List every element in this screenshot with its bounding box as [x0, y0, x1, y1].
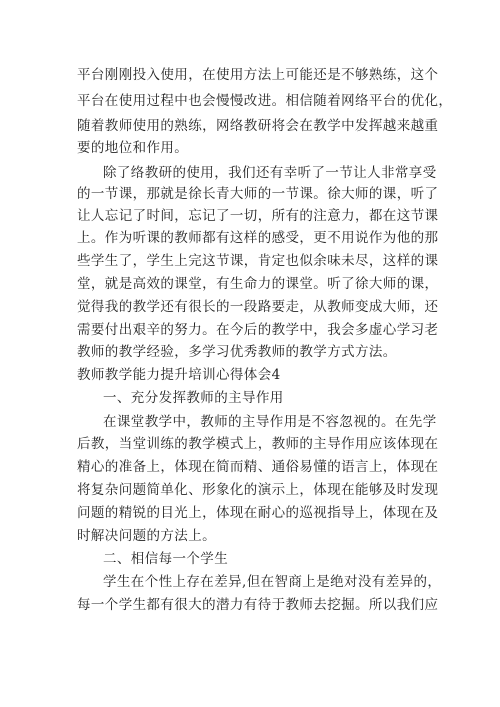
text-line: 觉得我的教学还有很长的一段路要走，从教师变成大师，还 — [77, 299, 439, 315]
text-line: 后教，当堂训练的教学模式上，教师的主导作用应该体现在 — [77, 436, 439, 452]
text-line: 时解决问题的方法上。 — [77, 528, 216, 544]
text-line: 每一个学生都有很大的潜力有待于教师去挖掘。所以我们应 — [77, 597, 439, 613]
paragraph-first-line: 学生在个性上存在差异,但在智商上是绝对没有差异的， — [103, 574, 442, 590]
text-line: 上。作为听课的教师都有这样的感受，更不用说作为他的那 — [77, 230, 439, 246]
text-line: 教师的教学经验，多学习优秀教师的教学方式方法。 — [77, 344, 397, 360]
paragraph-first-line: 在课堂教学中，教师的主导作用是不容忽视的。在先学 — [103, 414, 437, 430]
text-line: 要的地位和作用。 — [77, 140, 189, 156]
text-line: 随着教师使用的熟练，网络教研将会在教学中发挥越来越重 — [77, 118, 439, 134]
paragraph-first-line: 除了络教研的使用，我们还有幸听了一节让人非常享受 — [103, 165, 437, 181]
text-line: 的一节课，那就是徐长青大师的一节课。徐大师的课，听了 — [77, 186, 439, 202]
text-line: 将复杂问题简单化、形象化的演示上，体现在能够及时发现 — [77, 482, 439, 498]
text-line: 问题的精锐的目光上，体现在耐心的巡视指导上，体现在及 — [77, 505, 439, 521]
text-line: 些学生了，学生上完这节课，肯定也似余味未尽，这样的课 — [77, 253, 439, 269]
text-line: 精心的准备上，体现在简而精、通俗易懂的语言上，体现在 — [77, 459, 439, 475]
subsection-heading: 二、相信每一个学生 — [103, 551, 229, 567]
text-line: 让人忘记了时间，忘记了一切，所有的注意力，都在这节课 — [77, 208, 439, 224]
text-line: 需要付出艰辛的努力。在今后的教学中，我会多虚心学习老 — [77, 322, 439, 338]
text-line: 平台刚刚投入使用，在使用方法上可能还是不够熟练，这个 — [77, 67, 439, 83]
section-heading: 教师教学能力提升培训心得体会4 — [77, 367, 281, 383]
text-line: 平台在使用过程中也会慢慢改进。相信随着网络平台的优化， — [77, 93, 453, 109]
text-line: 堂，就是高效的课堂，有生命力的课堂。听了徐大师的课， — [77, 276, 439, 292]
subsection-heading: 一、充分发挥教师的主导作用 — [103, 390, 284, 406]
